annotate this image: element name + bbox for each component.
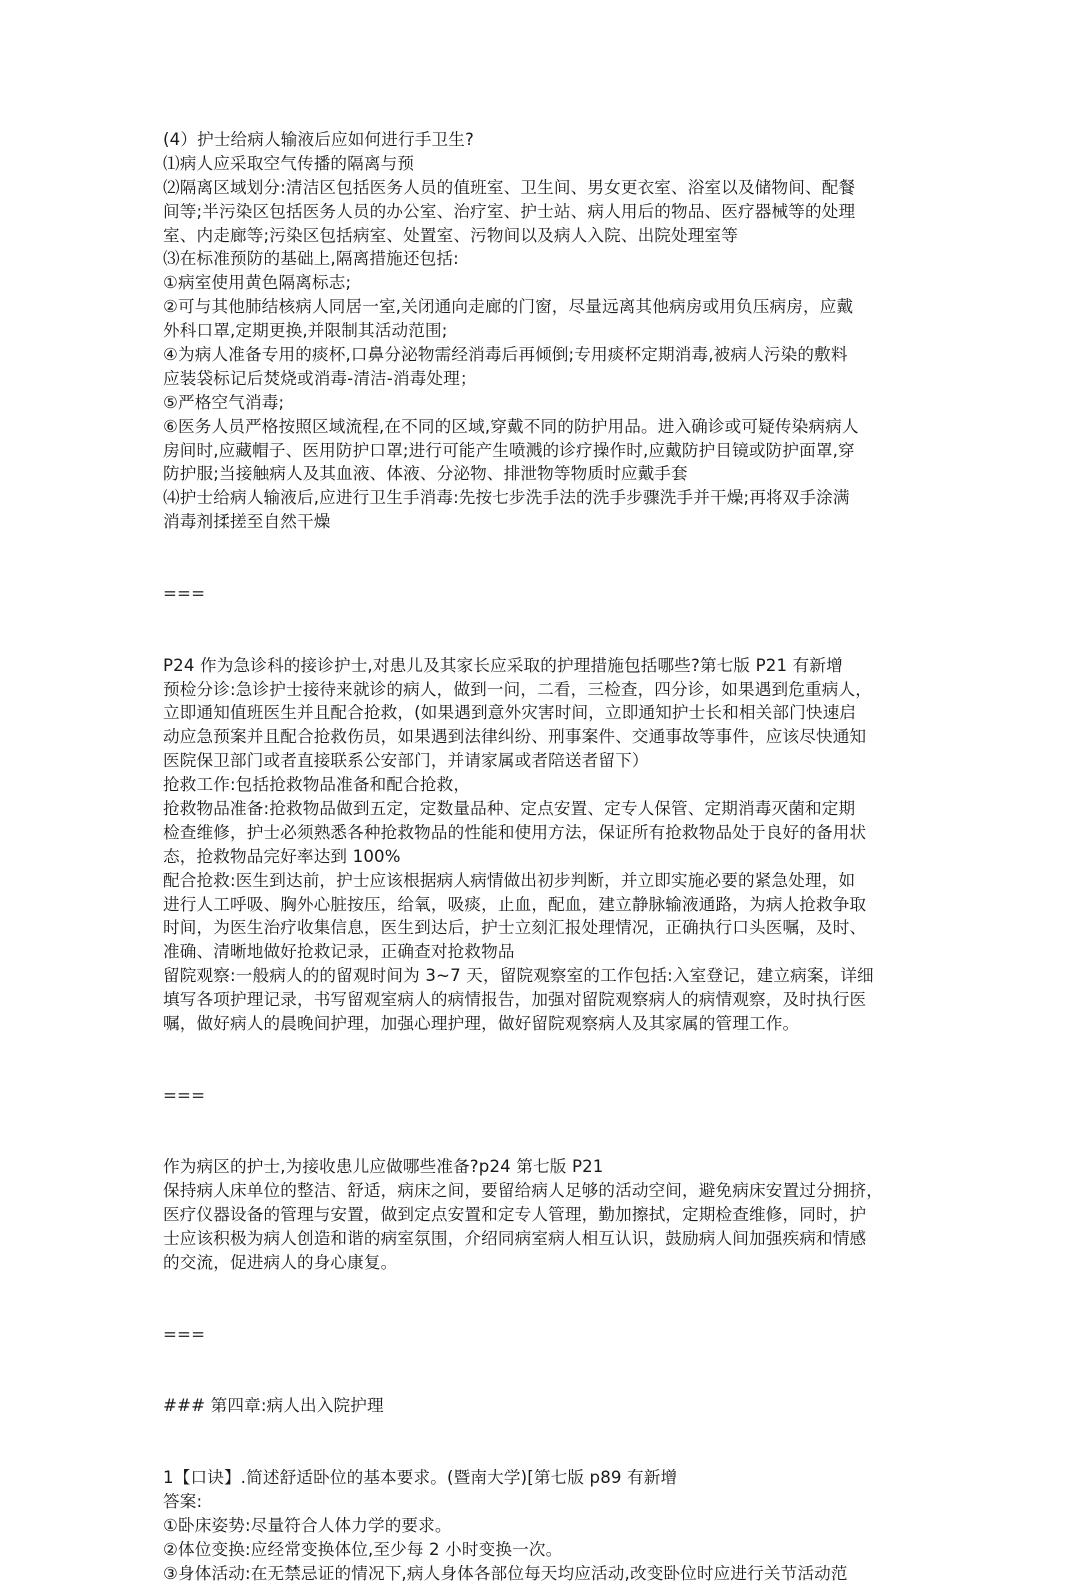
text-line: 抢救物品准备:抢救物品做到五定，定数量品种、定点安置、定专人保管、定期消毒灭菌和定期: [163, 798, 856, 818]
text-line: 士应该积极为病人创造和谐的病室氛围，介绍同病室病人相互认识，鼓励病人间加强疾病和情感: [163, 1229, 867, 1249]
text-line: ③身体活动:在无禁忌证的情况下,病人身体各部位每天均应活动,改变卧位时应进行关节活动范: [163, 1563, 848, 1583]
document-page: [163, 128, 923, 1585]
text-line: 外科口罩,定期更换,并限制其活动范围;: [163, 321, 448, 341]
text-line: ⑵隔离区域划分:清洁区包括医务人员的值班室、卫生间、男女更衣室、浴室以及储物间、配餐: [163, 177, 856, 197]
text-line: 进行人工呼吸、胸外心脏按压，给氧，吸痰，止血，配血，建立静脉输液通路，为病人抢救争取: [163, 894, 867, 914]
text-line: ⑥医务人员严格按照区域流程,在不同的区域,穿戴不同的防护用品。进入确诊或可疑传染病病人: [163, 416, 859, 436]
section-title: 1【口诀】.简述舒适卧位的基本要求。(暨南大学)[第七版 p89 有新增: [163, 1467, 678, 1487]
text-line: 嘱，做好病人的晨晚间护理，加强心理护理，做好留院观察病人及其家属的管理工作。: [163, 1013, 800, 1033]
text-line: 医院保卫部门或者直接联系公安部门，并请家属或者陪送者留下）: [163, 751, 649, 771]
text-line: 动应急预案并且配合抢救伤员，如果遇到法律纠纷、刑事案件、交通事故等事件，应该尽快通知: [163, 727, 867, 747]
text-line: 间等;半污染区包括医务人员的办公室、治疗室、护士站、病人用后的物品、医疗器械等的处理: [163, 201, 856, 221]
separator: ===: [163, 583, 206, 603]
text-line: ⑴病人应采取空气传播的隔离与预: [163, 153, 415, 173]
text-line: 准确、清晰地做好抢救记录，正确查对抢救物品: [163, 942, 515, 962]
text-line: 立即通知值班医生并且配合抢救，(如果遇到意外灾害时间，立即通知护士长和相关部门快速启: [163, 703, 857, 723]
text-line: 保持病人床单位的整洁、舒适，病床之间，要留给病人足够的活动空间，避免病床安置过分拥挤，: [163, 1181, 883, 1201]
text-line: 态，抢救物品完好率达到 100%: [163, 846, 401, 866]
text-line: ④为病人准备专用的痰杯,口鼻分泌物需经消毒后再倾倒;专用痰杯定期消毒,被病人污染的敷料: [163, 345, 848, 365]
text-line: ⑶在标准预防的基础上,隔离措施还包括:: [163, 249, 459, 269]
section-title: P24 作为急诊科的接诊护士,对患儿及其家长应采取的护理措施包括哪些?第七版 P21 有新增: [163, 655, 843, 675]
text-line: 室、内走廊等;污染区包括病室、处置室、污物间以及病人入院、出院处理室等: [163, 225, 739, 245]
chapter-heading: ### 第四章:病人出入院护理: [163, 1396, 384, 1416]
text-line: 抢救工作:包括抢救物品准备和配合抢救，: [163, 775, 471, 795]
section-hand-hygiene: [163, 128, 923, 534]
text-line: 医疗仪器设备的管理与安置，做到定点安置和定专人管理，勤加擦拭，定期检查维修，同时，护: [163, 1205, 867, 1225]
section-title: (4）护士给病人输液后应如何进行手卫生?: [163, 130, 474, 149]
separator: ===: [163, 1324, 206, 1344]
text-line: 配合抢救:医生到达前，护士应该根据病人病情做出初步判断，并立即实施必要的紧急处理，如: [163, 870, 856, 890]
text-line: 留院观察:一般病人的的留观时间为 3~7 天，留院观察室的工作包括:入室登记，建立病案，详细: [163, 966, 874, 986]
text-line: 时间，为医生治疗收集信息，医生到达后，护士立刻汇报处理情况，正确执行口头医嘱，及时、: [163, 918, 867, 938]
text-line: 检查维修，护士必须熟悉各种抢救物品的性能和使用方法，保证所有抢救物品处于良好的备用状: [163, 822, 867, 842]
text-line: 填写各项护理记录，书写留观室病人的病情报告，加强对留院观察病人的病情观察，及时执行医: [163, 990, 867, 1010]
text-line: ②体位变换:应经常变换体位,至少每 2 小时变换一次。: [163, 1539, 563, 1559]
text-line: 房间时,应藏帽子、医用防护口罩;进行可能产生喷溅的诊疗操作时,应戴防护目镜或防护面罩,穿: [163, 440, 855, 460]
text-line: 答案:: [163, 1491, 203, 1511]
section-emergency-nursing: [163, 654, 923, 1036]
section-ward-preparation: [163, 1155, 923, 1274]
text-line: ①卧床姿势:尽量符合人体力学的要求。: [163, 1515, 452, 1535]
text-line: ①病室使用黄色隔离标志;: [163, 273, 352, 293]
text-line: 应装袋标记后焚烧或消毒-清洁-消毒处理；: [163, 368, 477, 388]
text-line: 防护服;当接触病人及其血液、体液、分泌物、排泄物等物质时应戴手套: [163, 464, 688, 484]
text-line: 的交流，促进病人的身心康复。: [163, 1252, 398, 1272]
text-line: ⑤严格空气消毒;: [163, 392, 285, 412]
section-comfortable-position: [163, 1466, 923, 1585]
text-line: 预检分诊:急诊护士接待来就诊的病人，做到一问，二看，三检查，四分诊，如果遇到危重病人，: [163, 679, 872, 699]
text-line: 消毒剂揉搓至自然干燥: [163, 512, 331, 532]
separator: ===: [163, 1085, 206, 1105]
section-title: 作为病区的护士,为接收患儿应做哪些准备?p24 第七版 P21: [163, 1157, 604, 1177]
text-line: ②可与其他肺结核病人同居一室,关闭通向走廊的门窗，尽量远离其他病房或用负压病房，应戴: [163, 297, 854, 317]
text-line: ⑷护士给病人输液后,应进行卫生手消毒:先按七步洗手法的洗手步骤洗手并干燥;再将双手涂满: [163, 488, 850, 508]
